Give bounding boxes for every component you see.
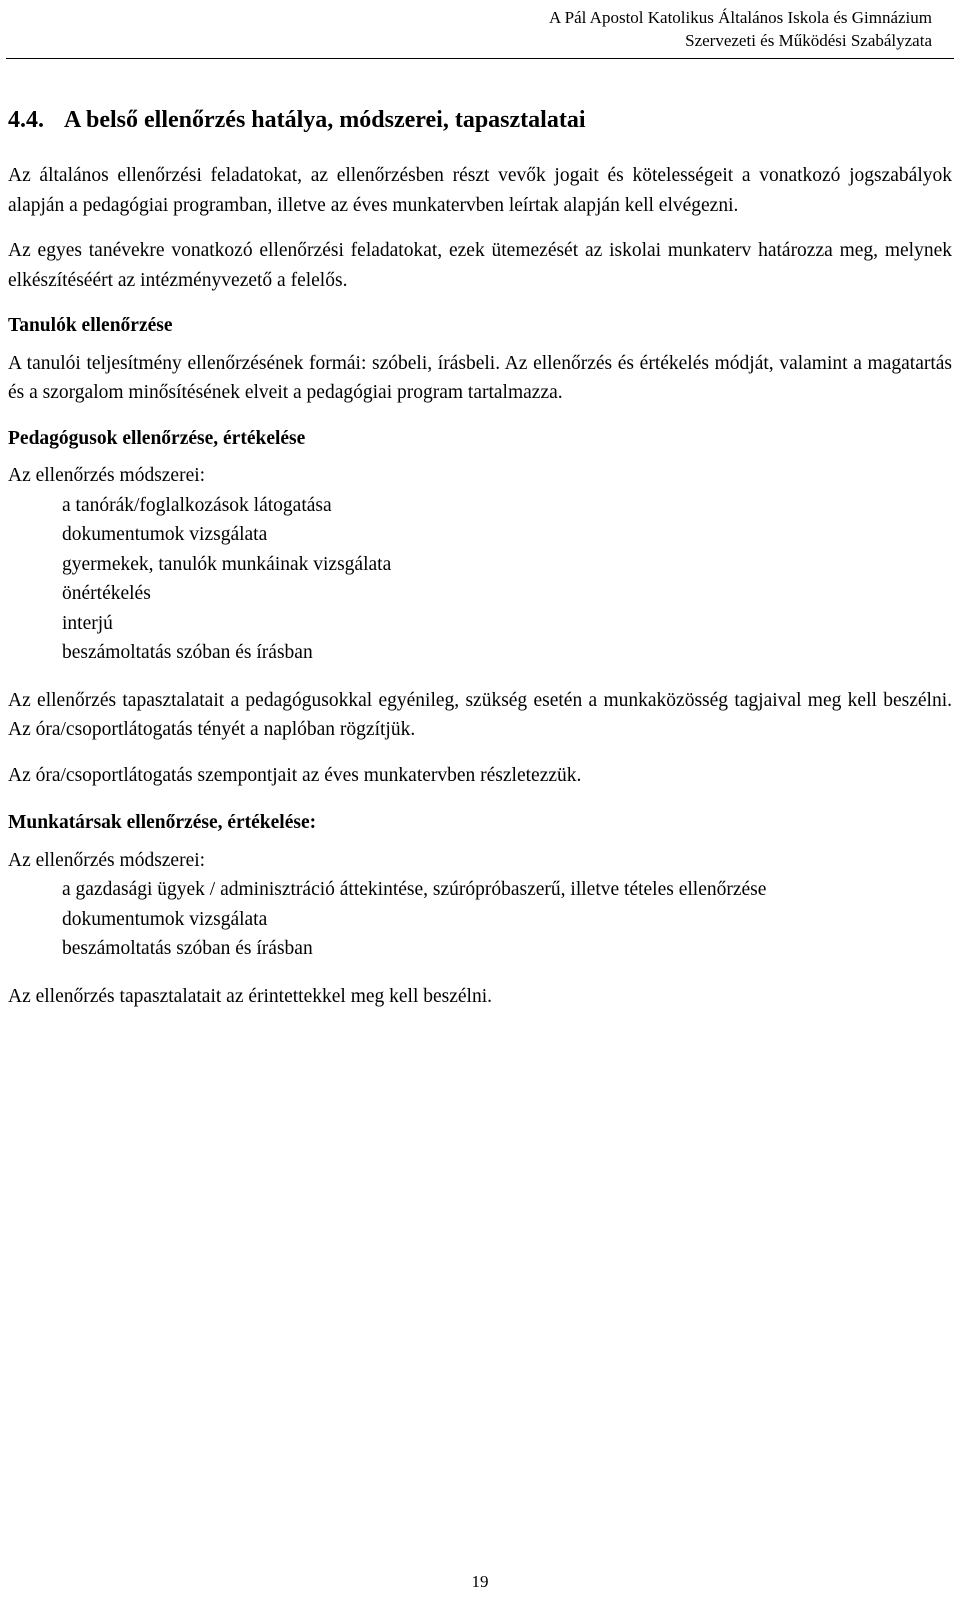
header-divider	[6, 58, 954, 59]
students-heading: Tanulók ellenőrzése	[8, 315, 173, 336]
list-item: beszámoltatás szóban és írásban	[62, 938, 313, 959]
section-heading	[8, 103, 952, 137]
page-body	[8, 103, 952, 1027]
running-header	[549, 6, 932, 52]
intro-paragraph-1: Az általános ellenőrzési feladatokat, az ellenőrzésben részt vevők jogait és kötelességeit a vonatkozó jogszabályok alapján a pedagógiai programban, illetve az éves munkatervben leírtak alapján kell elvégezni.	[8, 165, 952, 216]
list-item: dokumentumok vizsgálata	[62, 524, 268, 545]
intro-paragraph-2: Az egyes tanévekre vonatkozó ellenőrzési feladatokat, ezek ütemezését az iskolai munkaterv határozza meg, melynek elkészítéséért az intézményvezető a felelős.	[8, 240, 952, 291]
teachers-paragraph-1: Az ellenőrzés tapasztalatait a pedagógusokkal egyénileg, szükség esetén a munkaközösség tagjaival meg kell beszélni. Az óra/csoportlátogatás tényét a naplóban rögzítjük.	[8, 689, 952, 740]
teachers-methods-intro: Az ellenőrzés módszerei:	[8, 465, 206, 486]
header-document-title: Szervezeti és Működési Szabályzata	[685, 31, 932, 50]
list-item: a gazdasági ügyek / adminisztráció áttekintése, szúrópróbaszerű, illetve tételes ellenőrzése	[62, 879, 767, 900]
staff-paragraph: Az ellenőrzés tapasztalatait az érintettekkel meg kell beszélni.	[8, 985, 493, 1007]
list-item: dokumentumok vizsgálata	[62, 908, 268, 930]
list-item: gyermekek, tanulók munkáinak vizsgálata	[62, 553, 392, 575]
section-number: 4.4.	[8, 107, 44, 133]
list-item: a tanórák/foglalkozások látogatása	[62, 494, 332, 516]
staff-methods-list	[8, 875, 952, 964]
page-number: 19	[471, 1572, 489, 1591]
section-title: A belső ellenőrzés hatálya, módszerei, tapasztalatai	[64, 107, 586, 133]
students-paragraph: A tanulói teljesítmény ellenőrzésének formái: szóbeli, írásbeli. Az ellenőrzés és értékelés módját, valamint a magatartás és a szorgalom minősítésének elveit a pedagógiai program tartalmazza.	[8, 352, 952, 403]
teachers-paragraph-2: Az óra/csoportlátogatás szempontjait az éves munkatervben részletezzük.	[8, 764, 582, 786]
list-item: önértékelés	[62, 583, 151, 604]
teachers-methods-list	[8, 491, 952, 668]
list-item: interjú	[62, 612, 113, 634]
header-institution-name: A Pál Apostol Katolikus Általános Iskola és Gimnázium	[549, 8, 932, 27]
staff-heading: Munkatársak ellenőrzése, értékelése:	[8, 812, 317, 833]
staff-methods-intro: Az ellenőrzés módszerei:	[8, 849, 206, 871]
teachers-heading: Pedagógusok ellenőrzése, értékelése	[8, 427, 306, 449]
list-item: beszámoltatás szóban és írásban	[62, 642, 313, 663]
